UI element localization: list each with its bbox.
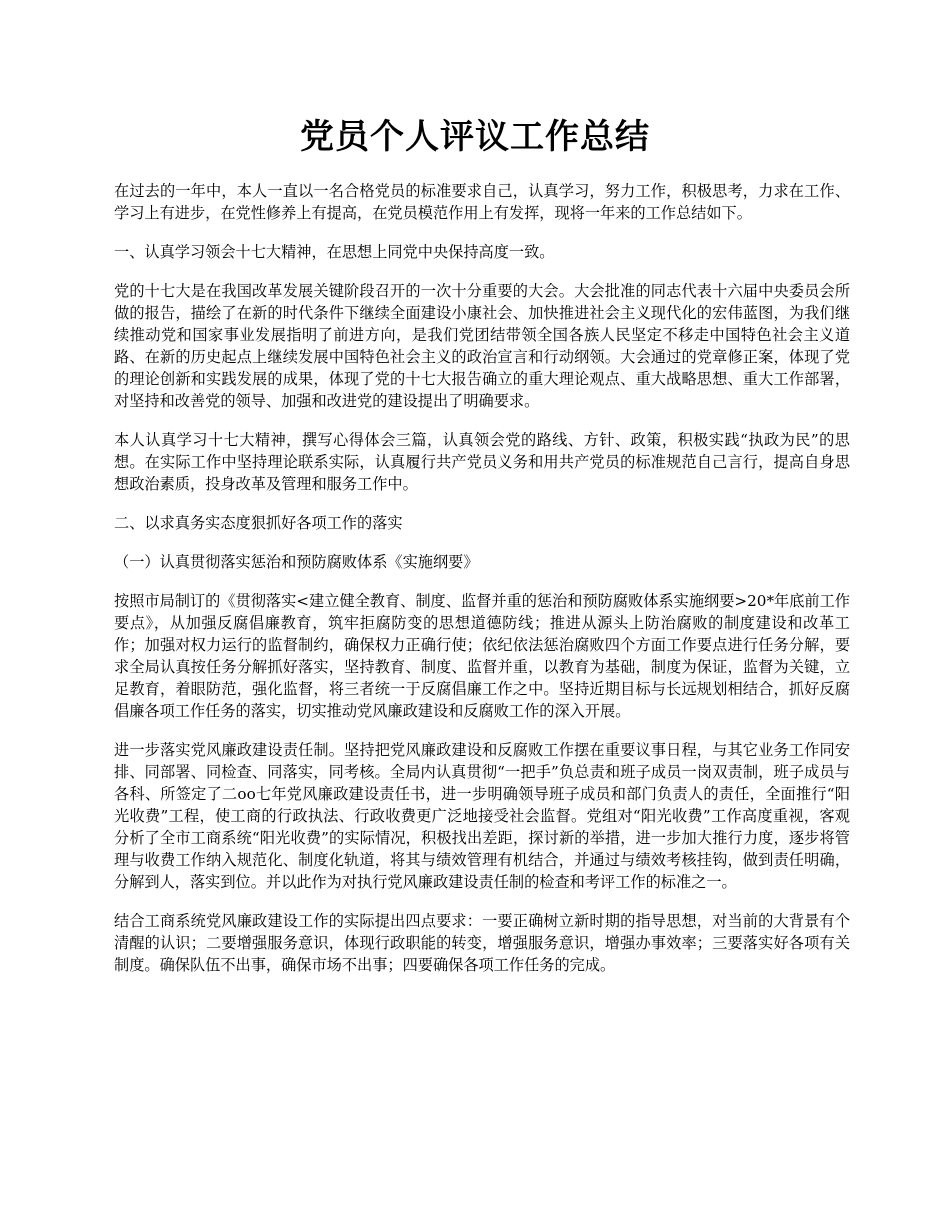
paragraph-intro: 在过去的一年中，本人一直以一名合格党员的标准要求自己，认真学习，努力工作，积极思考，力求在工作、学习上有进步，在党性修养上有提高，在党员模范作用上有发挥，现将一年来的工作总结如下。: [114, 182, 850, 222]
section-heading-1: 一、认真学习领会十七大精神，在思想上同党中央保持高度一致。: [114, 243, 555, 261]
document-body: [114, 180, 850, 993]
paragraph-responsibility: 进一步落实党风廉政建设责任制。坚持把党风廉政建设和反腐败工作摆在重要议事日程，与其它业务工作同安排、同部署、同检查、同落实，同考核。全局内认真贯彻“一把手”负总责和班子成员一岗双责制，班子成员与各科、所签定了二oo七年党风廉政建设责任书，进一步明确领导班子成员和部门负责人的责任，全面推行“阳光收费”工程，使工商的行政执法、行政收费更广泛地接受社会监督。党组对“阳光收费”工作高度重视，客观分析了全市工商系统“阳光收费”的实际情况，积极找出差距，探讨新的举措，进一步加大推行力度，逐步将管理与收费工作纳入规范化、制度化轨道，将其与绩效管理有机结合，并通过与绩效考核挂钩，做到责任明确，分解到人，落实到位。并以此作为对执行党风廉政建设责任制的检查和考评工作的标准之一。: [114, 741, 850, 891]
paragraph-requirements: 结合工商系统党风廉政建设工作的实际提出四点要求：一要正确树立新时期的指导思想，对当前的大背景有个清醒的认识；二要增强服务意识，体现行政职能的转变，增强服务意识，增强办事效率；三要落实好各项有关制度。确保队伍不出事，确保市场不出事；四要确保各项工作任务的完成。: [114, 912, 850, 974]
subsection-heading-1: （一）认真贯彻落实惩治和预防腐败体系《实施纲要》: [114, 553, 479, 571]
paragraph-study: 本人认真学习十七大精神，撰写心得体会三篇，认真领会党的路线、方针、政策，积极实践“执政为民”的思想。在实际工作中坚持理论联系实际，认真履行共产党员义务和用共产党员的标准规范自己言行，提高自身思想政治素质，投身改革及管理和服务工作中。: [114, 431, 850, 493]
paragraph-implementation: 按照市局制订的《贯彻落实<建立健全教育、制度、监督并重的惩治和预防腐败体系实施纲要>20*年底前工作要点》，从加强反腐倡廉教育，筑牢拒腐防变的思想道德防线；推进从源头上防治腐败的制度建设和改革工作；加强对权力运行的监督制约，确保权力正确行使；依纪依法惩治腐败四个方面工作要点进行任务分解，要求全局认真按任务分解抓好落实，坚持教育、制度、监督并重，以教育为基础，制度为保证，监督为关键，立足教育，着眼防范，强化监督，将三者统一于反腐倡廉工作之中。坚持近期目标与长远规划相结合，抓好反腐倡廉各项工作任务的落实，切实推动党风廉政建设和反腐败工作的深入开展。: [114, 592, 850, 720]
document-title: 党员个人评议工作总结: [300, 117, 650, 157]
section-heading-2: 二、以求真务实态度狠抓好各项工作的落实: [114, 514, 403, 532]
paragraph-congress: 党的十七大是在我国改革发展关键阶段召开的一次十分重要的大会。大会批准的同志代表十六届中央委员会所做的报告，描绘了在新的时代条件下继续全面建设小康社会、加快推进社会主义现代化的宏伟蓝图，为我们继续推动党和国家事业发展指明了前进方向，是我们党团结带领全国各族人民坚定不移走中国特色社会主义道路、在新的历史起点上继续发展中国特色社会主义的政治宣言和行动纲领。大会通过的党章修正案，体现了党的理论创新和实践发展的成果，体现了党的十七大报告确立的重大理论观点、重大战略思想、重大工作部署，对坚持和改善党的领导、加强和改进党的建设提出了明确要求。: [114, 282, 850, 410]
